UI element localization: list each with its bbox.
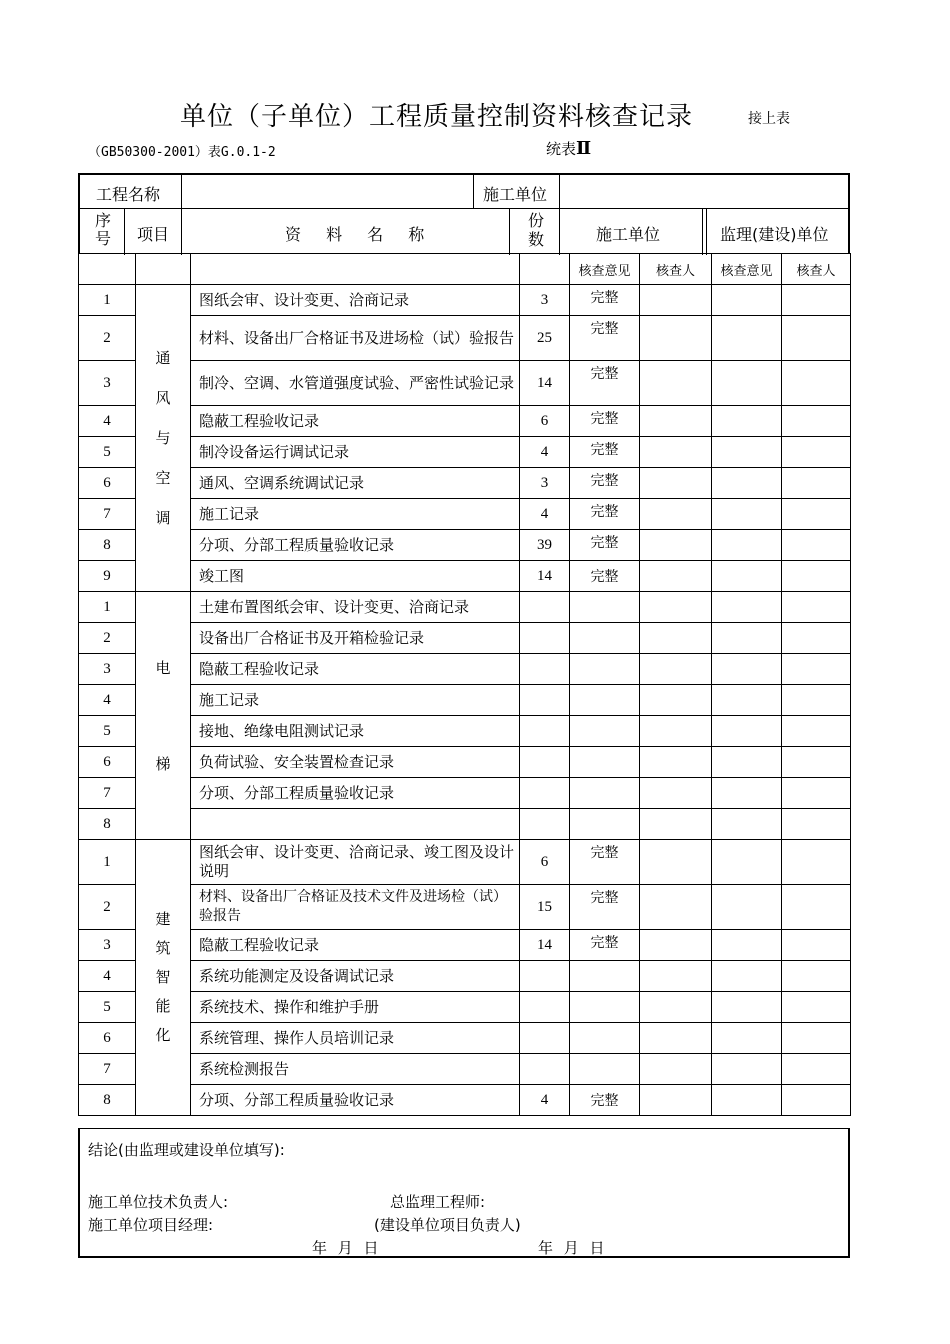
supervisor-checker-cell [782, 623, 851, 654]
checker-cell [640, 654, 712, 685]
row-number: 8 [79, 530, 136, 561]
row-number: 7 [79, 1054, 136, 1085]
row-number: 8 [79, 809, 136, 840]
copies-count: 25 [520, 316, 570, 361]
check-opinion [570, 685, 640, 716]
supervisor-opinion-cell [712, 930, 782, 961]
supervisor-checker-cell [782, 592, 851, 623]
copies-count [520, 623, 570, 654]
copies-count: 6 [520, 406, 570, 437]
document-name: 隐蔽工程验收记录 [191, 930, 520, 961]
copies-count [520, 1023, 570, 1054]
checker-cell [640, 468, 712, 499]
checker-cell [640, 840, 712, 885]
supervisor-group-header: 监理(建设)单位 [720, 225, 829, 244]
supervisor-opinion-cell [712, 561, 782, 592]
supervisor-opinion-cell [712, 840, 782, 885]
check-opinion [570, 778, 640, 809]
supervisor-opinion-cell [712, 592, 782, 623]
checker-cell [640, 406, 712, 437]
checker-cell [640, 316, 712, 361]
copies-count [520, 778, 570, 809]
check-opinion: 完整 [570, 840, 640, 885]
checker-cell [640, 499, 712, 530]
supervisor-checker-cell [782, 840, 851, 885]
seq-header: 序号 [94, 211, 111, 248]
supervisor-opinion-cell [712, 685, 782, 716]
row-number: 7 [79, 499, 136, 530]
supervisor-checker-cell [782, 654, 851, 685]
row-number: 2 [79, 885, 136, 930]
check-opinion: 完整 [570, 885, 640, 930]
check-opinion [570, 716, 640, 747]
document-name: 图纸会审、设计变更、洽商记录 [191, 285, 520, 316]
item-header: 项目 [137, 225, 170, 244]
document-name: 系统检测报告 [191, 1054, 520, 1085]
supervisor-opinion-cell [712, 530, 782, 561]
document-name [191, 809, 520, 840]
table-row [79, 685, 851, 716]
conclusion-section [78, 1128, 850, 1258]
copies-count: 4 [520, 1085, 570, 1116]
table-row [79, 778, 851, 809]
copies-count: 15 [520, 885, 570, 930]
checker-cell [640, 716, 712, 747]
copies-count: 3 [520, 468, 570, 499]
check-opinion: 完整 [570, 930, 640, 961]
row-number: 1 [79, 592, 136, 623]
row-number: 6 [79, 1023, 136, 1054]
check-opinion [570, 809, 640, 840]
copies-count [520, 809, 570, 840]
supervisor-checker-cell [782, 809, 851, 840]
document-name: 分项、分部工程质量验收记录 [191, 530, 520, 561]
checker-cell [640, 809, 712, 840]
group-name-text: 通风与空调 [155, 349, 171, 527]
supervisor-opinion-cell [712, 961, 782, 992]
doc-name-header: 资 料 名 称 [285, 225, 435, 244]
supervisor-checker-cell [782, 747, 851, 778]
supervisor-checker-cell [782, 437, 851, 468]
checker-cell [640, 992, 712, 1023]
supervisor-opinion-cell [712, 499, 782, 530]
document-name: 制冷、空调、水管道强度试验、严密性试验记录 [191, 361, 520, 406]
table-row [79, 809, 851, 840]
table-row [79, 285, 851, 316]
project-name-label: 工程名称 [96, 185, 161, 204]
row-number: 6 [79, 747, 136, 778]
row-number: 8 [79, 1085, 136, 1116]
supervisor-checker-cell [782, 468, 851, 499]
supervisor-checker-cell [782, 716, 851, 747]
check-opinion [570, 654, 640, 685]
check-opinion: 完整 [570, 468, 640, 499]
check-opinion [570, 592, 640, 623]
table-header [78, 173, 850, 253]
group-name-text: 建筑智能化 [155, 910, 171, 1044]
document-name: 图纸会审、设计变更、洽商记录、竣工图及设计说明 [191, 840, 520, 885]
chief-supervisor-label: 总监理工程师: [390, 1193, 486, 1211]
check-opinion [570, 623, 640, 654]
supervisor-checker-cell [782, 285, 851, 316]
copies-count [520, 685, 570, 716]
supervisor-checker-cell [782, 1054, 851, 1085]
supervisor-opinion-cell [712, 316, 782, 361]
continued-note: 接上表 [748, 111, 790, 127]
row-number: 1 [79, 840, 136, 885]
table-row [79, 437, 851, 468]
supervisor-checker-cell [782, 316, 851, 361]
row-number: 3 [79, 654, 136, 685]
document-name: 负荷试验、安全装置检查记录 [191, 747, 520, 778]
document-name: 通风、空调系统调试记录 [191, 468, 520, 499]
table-row [79, 361, 851, 406]
table-row [79, 716, 851, 747]
document-name: 设备出厂合格证书及开箱检验记录 [191, 623, 520, 654]
check-opinion [570, 992, 640, 1023]
document-name: 材料、设备出厂合格证及技术文件及进场检（试）验报告 [191, 885, 520, 930]
document-name: 分项、分部工程质量验收记录 [191, 1085, 520, 1116]
checker-cell [640, 437, 712, 468]
supervisor-opinion-cell [712, 361, 782, 406]
document-name: 系统管理、操作人员培训记录 [191, 1023, 520, 1054]
checker-cell [640, 285, 712, 316]
contractor-group-header: 施工单位 [596, 225, 661, 244]
copies-count [520, 747, 570, 778]
supervisor-opinion-cell [712, 437, 782, 468]
group-name [136, 285, 191, 592]
table-row [79, 930, 851, 961]
checker-cell [640, 885, 712, 930]
checker-cell [640, 961, 712, 992]
supervisor-checker-cell [782, 1085, 851, 1116]
supervisor-checker-cell [782, 561, 851, 592]
checker-cell [640, 778, 712, 809]
row-number: 4 [79, 685, 136, 716]
supervisor-opinion-cell [712, 809, 782, 840]
pm-label: 施工单位项目经理: [88, 1216, 214, 1234]
check-opinion: 完整 [570, 1085, 640, 1116]
date-right: 年 月 日 [538, 1239, 605, 1257]
copies-count: 14 [520, 930, 570, 961]
row-number: 4 [79, 961, 136, 992]
table-row [79, 406, 851, 437]
supervisor-checker-cell [782, 361, 851, 406]
form-id [546, 138, 591, 159]
checker-cell [640, 592, 712, 623]
copies-count: 3 [520, 285, 570, 316]
table-row [79, 840, 851, 885]
supervisor-checker-cell [782, 406, 851, 437]
supervisor-checker-header: 核查人 [782, 254, 851, 285]
copies-count: 4 [520, 499, 570, 530]
supervisor-checker-cell [782, 885, 851, 930]
copies-count [520, 716, 570, 747]
form-id-numeral: Ⅱ [576, 138, 592, 159]
checker-cell [640, 1085, 712, 1116]
row-number: 3 [79, 361, 136, 406]
row-number: 6 [79, 468, 136, 499]
copies-count [520, 961, 570, 992]
form-id-prefix: 统表 [546, 140, 577, 158]
table-row [79, 623, 851, 654]
document-name: 材料、设备出厂合格证书及进场检（试）验报告 [191, 316, 520, 361]
checker-cell [640, 930, 712, 961]
table-row [79, 747, 851, 778]
check-opinion: 完整 [570, 361, 640, 406]
supervisor-checker-cell [782, 930, 851, 961]
supervisor-checker-cell [782, 1023, 851, 1054]
table-row [79, 1023, 851, 1054]
supervisor-opinion-cell [712, 747, 782, 778]
check-opinion [570, 1023, 640, 1054]
table-row [79, 1054, 851, 1085]
supervisor-checker-cell [782, 992, 851, 1023]
copies-count [520, 592, 570, 623]
table-row [79, 499, 851, 530]
copies-count: 6 [520, 840, 570, 885]
table-row [79, 885, 851, 930]
document-name: 施工记录 [191, 499, 520, 530]
checker-cell [640, 1054, 712, 1085]
checker-cell [640, 623, 712, 654]
supervisor-opinion-cell [712, 654, 782, 685]
copies-count: 14 [520, 561, 570, 592]
supervisor-opinion-cell [712, 716, 782, 747]
check-opinion-header: 核查意见 [570, 254, 640, 285]
check-opinion: 完整 [570, 530, 640, 561]
supervisor-opinion-cell [712, 406, 782, 437]
document-name: 制冷设备运行调试记录 [191, 437, 520, 468]
table-row [79, 992, 851, 1023]
checker-cell [640, 361, 712, 406]
check-opinion: 完整 [570, 561, 640, 592]
row-number: 7 [79, 778, 136, 809]
table-row [79, 654, 851, 685]
row-number: 5 [79, 437, 136, 468]
check-opinion: 完整 [570, 499, 640, 530]
checker-header: 核查人 [640, 254, 712, 285]
supervisor-checker-cell [782, 961, 851, 992]
checker-cell [640, 530, 712, 561]
supervisor-checker-cell [782, 499, 851, 530]
row-number: 5 [79, 716, 136, 747]
group-name [136, 592, 191, 840]
table-row [79, 468, 851, 499]
check-opinion [570, 747, 640, 778]
supervisor-opinion-cell [712, 285, 782, 316]
supervisor-opinion-cell [712, 992, 782, 1023]
supervisor-opinion-cell [712, 1085, 782, 1116]
supervisor-opinion-cell [712, 778, 782, 809]
supervisor-opinion-cell [712, 623, 782, 654]
check-opinion: 完整 [570, 285, 640, 316]
row-number: 5 [79, 992, 136, 1023]
table-row [79, 1085, 851, 1116]
check-opinion [570, 961, 640, 992]
document-name: 系统技术、操作和维护手册 [191, 992, 520, 1023]
checker-cell [640, 1023, 712, 1054]
check-opinion [570, 1054, 640, 1085]
copies-count: 39 [520, 530, 570, 561]
tech-lead-label: 施工单位技术负责人: [88, 1193, 229, 1211]
supervisor-checker-cell [782, 685, 851, 716]
row-number: 2 [79, 623, 136, 654]
supervisor-opinion-header: 核查意见 [712, 254, 782, 285]
conclusion-label: 结论(由监理或建设单位填写): [88, 1141, 285, 1159]
supervisor-opinion-cell [712, 1023, 782, 1054]
contractor-label: 施工单位 [483, 185, 548, 204]
form-title: 单位（子单位）工程质量控制资料核查记录 [180, 102, 694, 132]
table-row [79, 316, 851, 361]
table-row [79, 561, 851, 592]
row-number: 2 [79, 316, 136, 361]
document-name: 接地、绝缘电阻测试记录 [191, 716, 520, 747]
subheader-row [79, 254, 851, 285]
date-left: 年 月 日 [312, 1239, 379, 1257]
owner-pm-label: (建设单位项目负责人) [374, 1216, 521, 1234]
records-table [78, 253, 851, 1116]
check-opinion: 完整 [570, 406, 640, 437]
standard-reference: （GB50300-2001）表G.0.1-2 [88, 145, 276, 160]
row-number: 4 [79, 406, 136, 437]
check-opinion: 完整 [570, 437, 640, 468]
row-number: 3 [79, 930, 136, 961]
supervisor-checker-cell [782, 530, 851, 561]
checker-cell [640, 685, 712, 716]
document-name: 分项、分部工程质量验收记录 [191, 778, 520, 809]
checker-cell [640, 747, 712, 778]
group-name [136, 840, 191, 1116]
check-opinion: 完整 [570, 316, 640, 361]
row-number: 1 [79, 285, 136, 316]
document-name: 系统功能测定及设备调试记录 [191, 961, 520, 992]
document-name: 隐蔽工程验收记录 [191, 406, 520, 437]
table-row [79, 530, 851, 561]
document-name: 隐蔽工程验收记录 [191, 654, 520, 685]
supervisor-opinion-cell [712, 468, 782, 499]
supervisor-checker-cell [782, 778, 851, 809]
copies-count: 14 [520, 361, 570, 406]
supervisor-opinion-cell [712, 885, 782, 930]
group-name-text: 电梯 [155, 658, 171, 773]
copies-count: 4 [520, 437, 570, 468]
document-name: 施工记录 [191, 685, 520, 716]
copies-count [520, 654, 570, 685]
copies-count [520, 1054, 570, 1085]
table-row [79, 592, 851, 623]
row-number: 9 [79, 561, 136, 592]
checker-cell [640, 561, 712, 592]
copies-header: 份数 [527, 211, 544, 249]
document-name: 竣工图 [191, 561, 520, 592]
supervisor-opinion-cell [712, 1054, 782, 1085]
table-row [79, 961, 851, 992]
document-name: 土建布置图纸会审、设计变更、洽商记录 [191, 592, 520, 623]
copies-count [520, 992, 570, 1023]
